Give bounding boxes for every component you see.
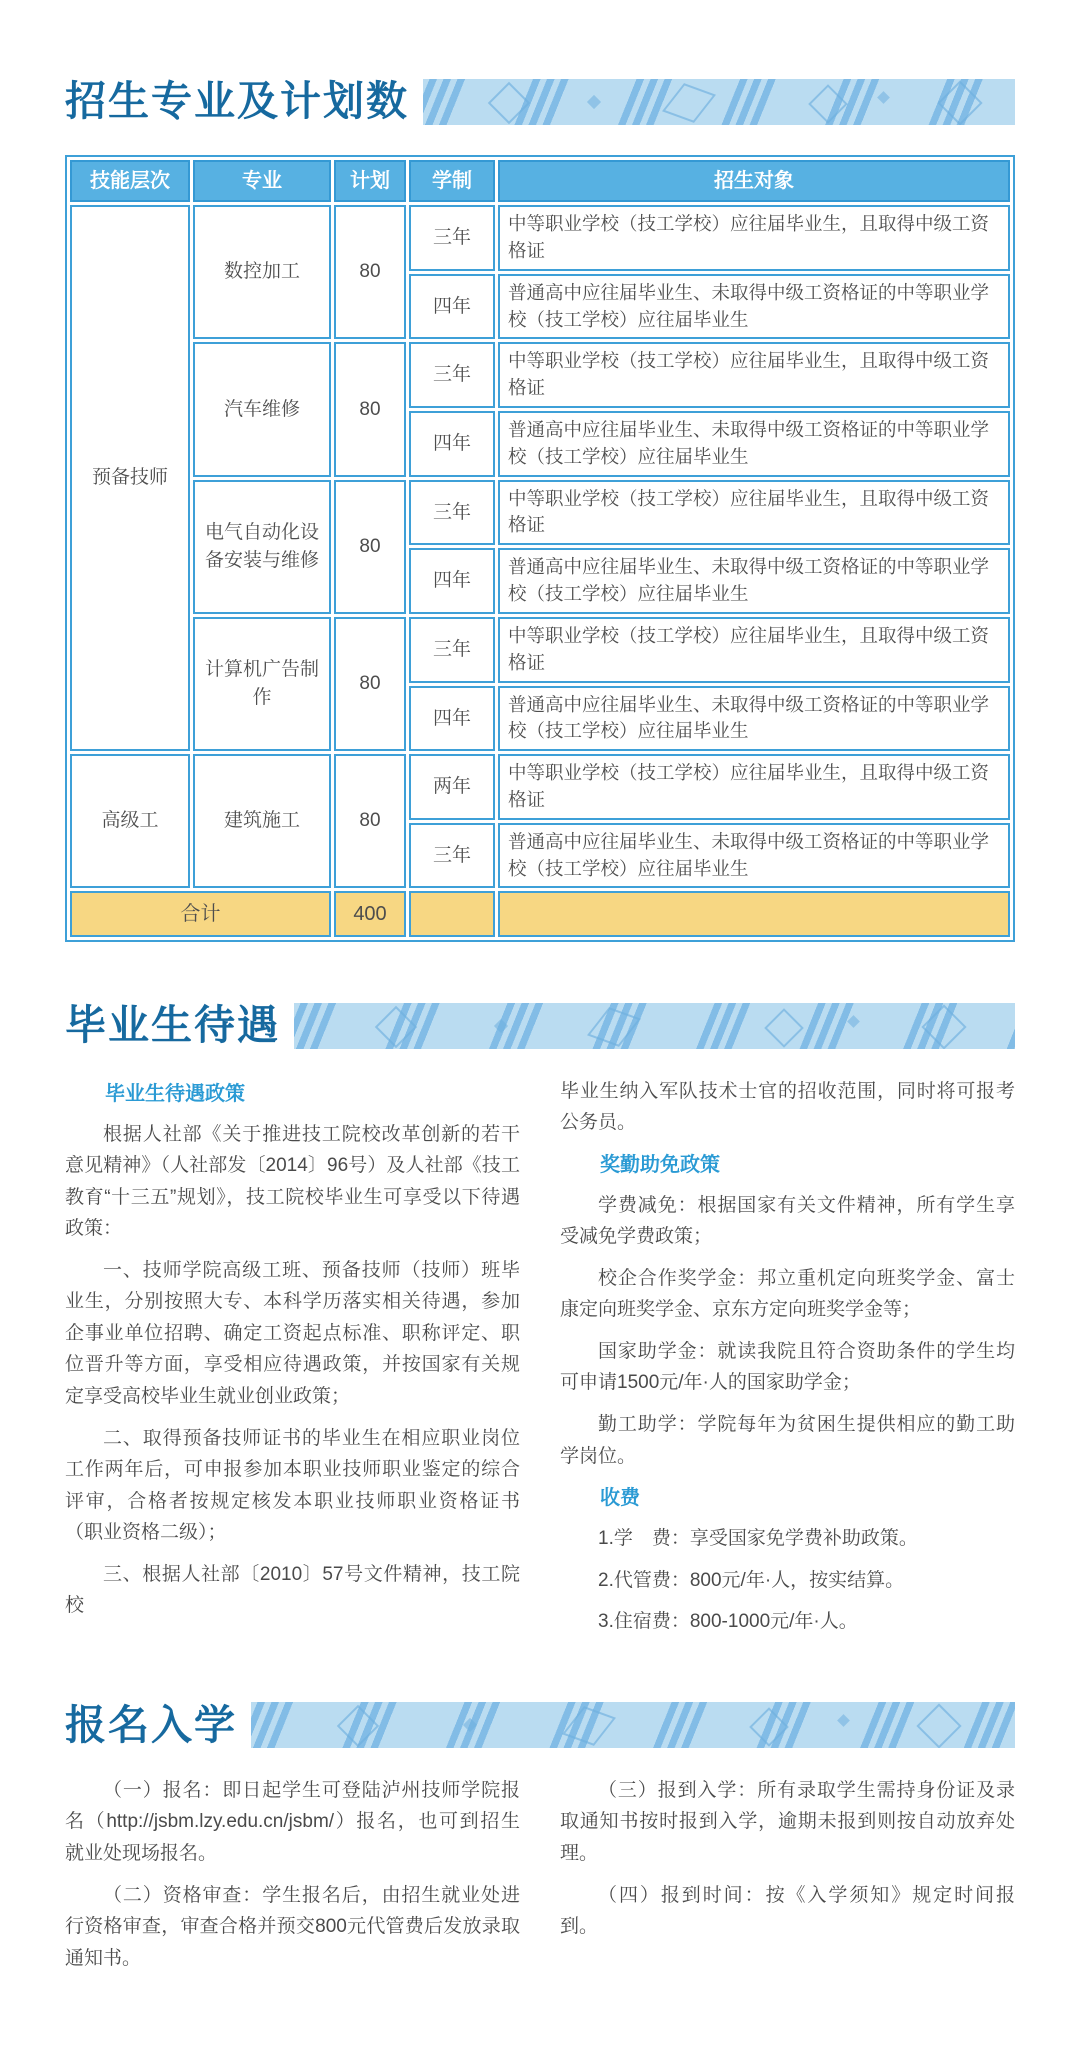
empty-cell (409, 891, 495, 937)
banner-square-shape (662, 83, 716, 123)
banner-diamond-shape (917, 1704, 962, 1749)
plan-cell: 80 (334, 754, 406, 888)
registration-columns (65, 1775, 1015, 1984)
banner-diamond-shape (937, 80, 982, 125)
total-label-cell: 合计 (70, 891, 331, 937)
table-row (70, 617, 1010, 683)
graduate-left-column (65, 1076, 520, 1648)
paragraph-continuation: 毕业生纳入军队技术士官的招收范围，同时将可报考公务员。 (560, 1080, 1015, 1134)
section-registration-title: 报名入学 (65, 1700, 237, 1749)
header-plan: 计划 (334, 160, 406, 202)
banner-square-shape (587, 1007, 641, 1047)
header-major: 专业 (193, 160, 331, 202)
section-graduate-header (65, 1002, 1015, 1049)
scholarship-heading: 奖勤助免政策 (600, 1153, 720, 1176)
registration-left-column (65, 1775, 520, 1984)
table-header-row (70, 160, 1010, 202)
duration-cell: 四年 (409, 411, 495, 477)
fee-item: 3.住宿费：800-1000元/年·人。 (598, 1611, 858, 1633)
banner-dot-shape (837, 1715, 850, 1728)
target-cell: 普通高中应往届毕业生、未取得中级工资格证的中等职业学校（技工学校）应往届毕业生 (498, 411, 1010, 477)
banner-dot-shape (587, 94, 601, 108)
duration-cell: 三年 (409, 480, 495, 546)
banner-diamond-shape (764, 1008, 804, 1048)
paragraph: （二）资格审查：学生报名后，由招生就业处进行资格审查，审查合格并预交800元代管费后发放录取通知书。 (65, 1884, 520, 1969)
section-graduate-title: 毕业生待遇 (65, 1001, 280, 1050)
section-enrollment-title: 招生专业及计划数 (65, 77, 409, 125)
duration-cell: 三年 (409, 617, 495, 683)
duration-cell: 三年 (409, 342, 495, 408)
graduate-right-column (560, 1076, 1015, 1648)
decorative-stripe-banner (251, 1702, 1015, 1748)
major-cell: 数控加工 (193, 205, 331, 339)
paragraph: 二、取得预备技师证书的毕业生在相应职业岗位工作两年后，可申报参加本职业技师职业鉴定的综合评审，合格者按规定核发本职业技师职业资格证书（职业资格二级）； (65, 1427, 520, 1544)
header-skill-level: 技能层次 (70, 160, 190, 202)
fee-item: 1.学 费：享受国家免学费补助政策。 (598, 1528, 918, 1550)
header-duration: 学制 (409, 160, 495, 202)
table-row (70, 342, 1010, 408)
paragraph: （三）报到入学：所有录取学生需持身份证及录取通知书按时报到入学，逾期未报到则按自动放弃处理。 (560, 1779, 1015, 1865)
major-cell: 计算机广告制作 (193, 617, 331, 751)
plan-cell: 80 (334, 205, 406, 339)
paragraph: （一）报名：即日起学生可登陆泸州技师学院报名（http://jsbm.lzy.edu.cn/jsbm/）报名，也可到招生就业处现场报名。 (65, 1779, 520, 1865)
plan-cell: 80 (334, 617, 406, 751)
paragraph: 国家助学金：就读我院且符合资助条件的学生均可申请1500元/年·人的国家助学金； (560, 1340, 1015, 1394)
total-value-cell: 400 (334, 891, 406, 937)
banner-diamond-shape (488, 81, 530, 123)
banner-diamond-shape (336, 1705, 378, 1747)
level-cell: 预备技师 (70, 205, 190, 751)
major-cell: 电气自动化设备安装与维修 (193, 480, 331, 614)
banner-dot-shape (463, 1718, 477, 1732)
target-cell: 普通高中应往届毕业生、未取得中级工资格证的中等职业学校（技工学校）应往届毕业生 (498, 274, 1010, 340)
duration-cell: 四年 (409, 274, 495, 340)
major-cell: 建筑施工 (193, 754, 331, 888)
banner-dot-shape (494, 1019, 508, 1033)
graduate-columns (65, 1076, 1015, 1648)
duration-cell: 四年 (409, 548, 495, 614)
table-row (70, 205, 1010, 271)
duration-cell: 三年 (409, 205, 495, 271)
banner-square-shape (562, 1706, 616, 1746)
paragraph: 根据人社部《关于推进技工院校改革创新的若干意见精神》（人社部发〔2014〕96号）及人社部《技工教育“十三五”规划》，技工院校毕业生可享受以下待遇政策： (65, 1123, 520, 1240)
target-cell: 中等职业学校（技工学校）应往届毕业生，且取得中级工资格证 (498, 617, 1010, 683)
target-cell: 中等职业学校（技工学校）应往届毕业生，且取得中级工资格证 (498, 205, 1010, 271)
enrollment-table (65, 155, 1015, 942)
fees-heading: 收费 (600, 1487, 640, 1510)
duration-cell: 两年 (409, 754, 495, 820)
paragraph: 勤工助学：学院每年为贫困生提供相应的勤工助学岗位。 (560, 1413, 1015, 1467)
table-row (70, 754, 1010, 820)
empty-cell (498, 891, 1010, 937)
decorative-stripe-banner (423, 79, 1015, 125)
paragraph: 三、根据人社部〔2010〕57号文件精神，技工院校 (65, 1563, 520, 1617)
banner-dot-shape (877, 91, 890, 104)
header-target: 招生对象 (498, 160, 1010, 202)
banner-diamond-shape (749, 1708, 789, 1748)
target-cell: 中等职业学校（技工学校）应往届毕业生，且取得中级工资格证 (498, 480, 1010, 546)
major-cell: 汽车维修 (193, 342, 331, 476)
paragraph: （四）报到时间：按《入学须知》规定时间报到。 (560, 1884, 1015, 1938)
plan-cell: 80 (334, 480, 406, 614)
paragraph: 一、技师学院高级工班、预备技师（技师）班毕业生，分别按照大专、本科学历落实相关待遇，参加企事业单位招聘、确定工资起点标准、职称评定、职位晋升等方面，享受相应待遇政策，并按国家有关规定享受高校毕业生就业创业政策； (65, 1259, 520, 1407)
target-cell: 中等职业学校（技工学校）应往届毕业生，且取得中级工资格证 (498, 754, 1010, 820)
banner-diamond-shape (374, 1006, 416, 1048)
section-registration-header (65, 1702, 1015, 1749)
plan-cell: 80 (334, 342, 406, 476)
duration-cell: 四年 (409, 686, 495, 752)
section-enrollment-header (65, 78, 1015, 125)
level-cell: 高级工 (70, 754, 190, 888)
banner-dot-shape (847, 1015, 860, 1028)
target-cell: 普通高中应往届毕业生、未取得中级工资格证的中等职业学校（技工学校）应往届毕业生 (498, 548, 1010, 614)
table-row (70, 480, 1010, 546)
graduate-policy-heading: 毕业生待遇政策 (105, 1082, 245, 1105)
duration-cell: 三年 (409, 823, 495, 889)
registration-right-column (560, 1775, 1015, 1984)
target-cell: 中等职业学校（技工学校）应往届毕业生，且取得中级工资格证 (498, 342, 1010, 408)
target-cell: 普通高中应往届毕业生、未取得中级工资格证的中等职业学校（技工学校）应往届毕业生 (498, 686, 1010, 752)
fee-item: 2.代管费：800元/年·人，按实结算。 (598, 1569, 905, 1591)
paragraph: 学费减免：根据国家有关文件精神，所有学生享受减免学费政策； (560, 1194, 1015, 1248)
total-row (70, 891, 1010, 937)
paragraph: 校企合作奖学金：邦立重机定向班奖学金、富士康定向班奖学金、京东方定向班奖学金等； (560, 1267, 1015, 1321)
banner-diamond-shape (922, 1004, 967, 1049)
banner-diamond-shape (808, 84, 848, 124)
target-cell: 普通高中应往届毕业生、未取得中级工资格证的中等职业学校（技工学校）应往届毕业生 (498, 823, 1010, 889)
decorative-stripe-banner (294, 1003, 1015, 1049)
